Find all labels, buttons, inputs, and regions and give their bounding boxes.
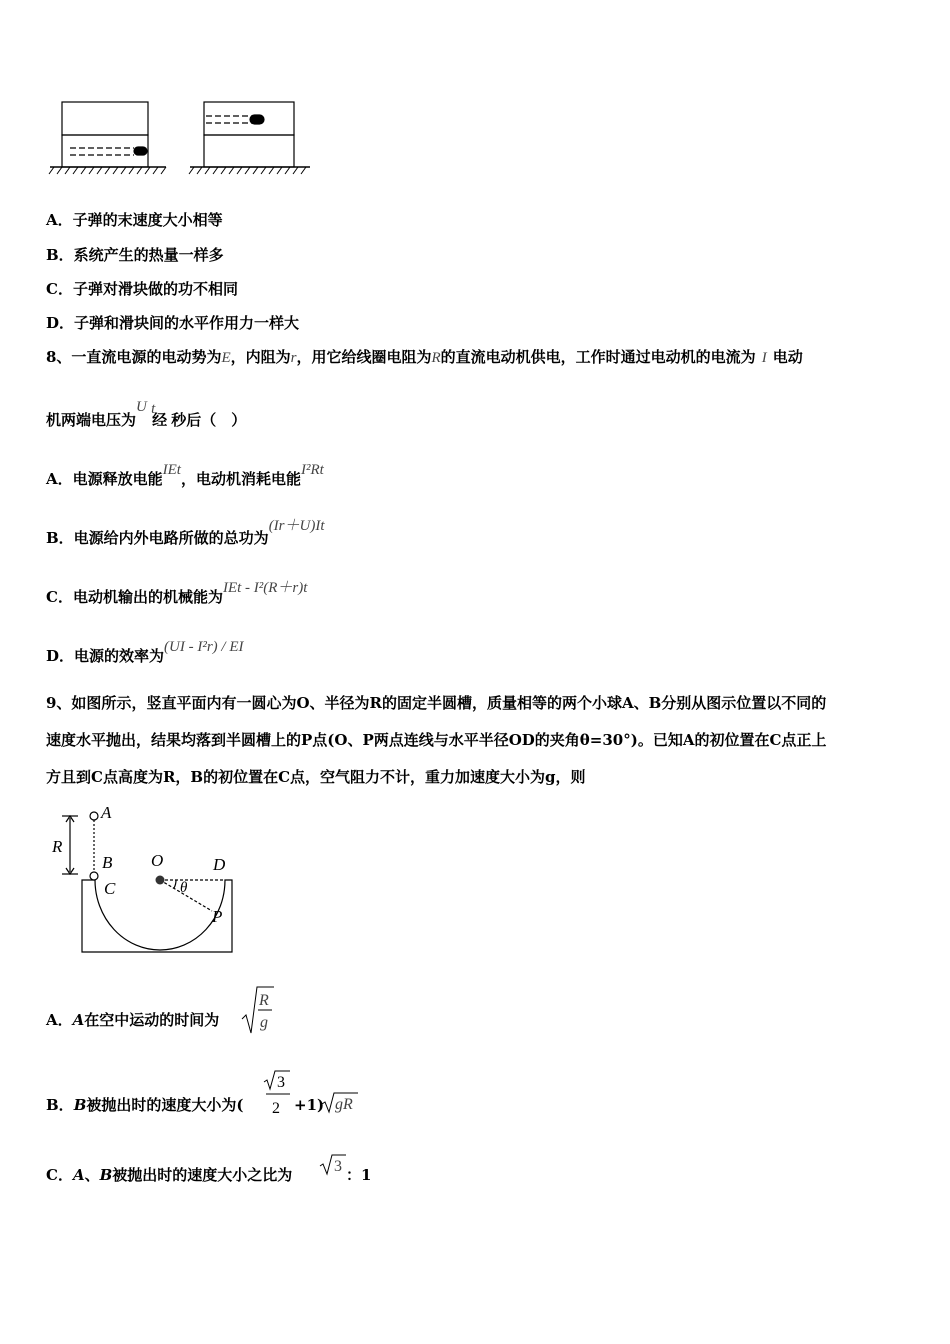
q9-option-c-symbol-a: A bbox=[72, 1166, 85, 1184]
q9-stem-line3: 方且到C点高度为R，B的初位置在C点，空气阻力不计，重力加速度大小为g，则 bbox=[46, 768, 586, 786]
q9-option-b bbox=[46, 1095, 243, 1115]
q9-option-a bbox=[46, 1010, 219, 1030]
center-o bbox=[156, 876, 165, 885]
q9-option-a-text: A． bbox=[46, 1011, 73, 1029]
q8-stem-text: ，用它给线圈电阻为 bbox=[296, 348, 432, 366]
sqrt3-over-2-fraction bbox=[262, 1068, 294, 1120]
semicircle-groove-figure bbox=[46, 800, 246, 960]
q8-stem-text: 经 bbox=[152, 411, 168, 429]
q9-option-b-symbol: B bbox=[73, 1096, 87, 1114]
symbol-t: t bbox=[151, 401, 156, 417]
q8-option-c-text: C．电动机输出的机械能为 bbox=[46, 588, 223, 606]
q9-option-c-symbol-b: B bbox=[99, 1166, 113, 1184]
label-d: D bbox=[213, 855, 226, 874]
symbol-R: R bbox=[431, 350, 441, 366]
q8-option-d bbox=[46, 639, 244, 667]
q9-option-b-text2: 被抛出时的速度大小为( bbox=[86, 1096, 244, 1114]
q7-option-b: B．系统产生的热量一样多 bbox=[46, 246, 224, 264]
symbol-r: r bbox=[290, 350, 297, 366]
q9-option-c-sep: 、 bbox=[84, 1166, 100, 1184]
q9-option-c-text3: ：1 bbox=[346, 1166, 372, 1184]
label-r: R bbox=[52, 837, 63, 856]
frac-den-2: 2 bbox=[272, 1100, 280, 1117]
ball-b bbox=[90, 872, 98, 880]
q8-stem-text: 机两端电压为 bbox=[46, 411, 137, 429]
label-b: B bbox=[102, 853, 113, 872]
q9-option-b-text3: +1) bbox=[294, 1096, 325, 1114]
q8-stem-text: ，内阻为 bbox=[230, 348, 291, 366]
q8-option-d-formula: (UI - I²r) / EI bbox=[164, 639, 244, 655]
q7-option-d: D．子弹和滑块间的水平作用力一样大 bbox=[46, 314, 300, 332]
q9-stem-line1: 9、如图所示，竖直平面内有一圆心为O、半径为R的固定半圆槽，质量相等的两个小球A、B分别从图示位置以不同的 bbox=[46, 694, 827, 712]
q9-option-c-text: C． bbox=[46, 1166, 73, 1184]
q9-stem-line2: 速度水平抛出，结果均落到半圆槽上的P点(O、P两点连线与水平半径OD的夹角θ=30°)。已知A的初位置在C点正上 bbox=[46, 731, 827, 749]
q9-option-c-tail bbox=[346, 1165, 371, 1185]
q8-stem-line1 bbox=[46, 347, 803, 368]
q7-option-a: A．子弹的末速度大小相等 bbox=[46, 211, 223, 229]
q9-option-b-text: B． bbox=[46, 1096, 74, 1114]
sqrt3-ratio bbox=[318, 1152, 348, 1178]
left-block-setup bbox=[50, 102, 166, 167]
right-block-setup bbox=[190, 102, 310, 167]
sqrt-r-over-g bbox=[240, 985, 276, 1037]
gr-text: gR bbox=[335, 1096, 353, 1113]
bullet-blocks-figure bbox=[48, 96, 318, 180]
q9-option-a-symbol: A bbox=[72, 1011, 85, 1029]
label-p: P bbox=[212, 907, 223, 926]
q8-option-b-text: B．电源给内外电路所做的总功为 bbox=[46, 529, 269, 547]
q8-stem-line2 bbox=[46, 399, 247, 431]
q8-option-b-formula: (Ir＋U)It bbox=[268, 518, 325, 534]
ball-a bbox=[90, 812, 98, 820]
q8-option-a-formula: IEt bbox=[162, 462, 181, 478]
sqrt-gr bbox=[320, 1090, 360, 1116]
q8-stem-text: 电动 bbox=[772, 348, 803, 366]
label-o: O bbox=[151, 851, 164, 870]
frac-num-r: R bbox=[259, 992, 269, 1009]
label-c: C bbox=[104, 879, 116, 898]
right-ground-hatch bbox=[189, 167, 306, 174]
sqrt3-value: 3 bbox=[334, 1158, 342, 1175]
q9-option-c-text2: 被抛出时的速度大小之比为 bbox=[112, 1166, 293, 1184]
q8-stem-text: 8、一直流电源的电动势为 bbox=[46, 348, 222, 366]
q8-option-b bbox=[46, 518, 325, 549]
frac-den-g: g bbox=[260, 1014, 268, 1031]
label-theta: θ bbox=[180, 880, 188, 896]
q7-option-c: C．子弹对滑块做的功不相同 bbox=[46, 280, 238, 298]
symbol-I: I bbox=[761, 350, 767, 366]
left-ground-hatch bbox=[49, 167, 166, 174]
theta-arc bbox=[174, 880, 176, 888]
q8-stem-text: 的直流电动机供电，工作时通过电动机的电流为 bbox=[440, 348, 756, 366]
q8-option-c-formula: IEt - I²(R＋r)t bbox=[222, 580, 308, 596]
q9-option-c bbox=[46, 1165, 292, 1185]
q8-option-a-text: A．电源释放电能 bbox=[46, 470, 163, 488]
q8-stem-text: 秒后（ ） bbox=[171, 411, 247, 429]
q8-option-a-formula2: I²Rt bbox=[300, 462, 324, 478]
q8-option-c bbox=[46, 580, 308, 608]
q8-option-d-text: D．电源的效率为 bbox=[46, 647, 165, 665]
label-a: A bbox=[101, 803, 112, 822]
symbol-E: E bbox=[221, 350, 231, 366]
q8-option-a bbox=[46, 462, 324, 490]
frac-num-3: 3 bbox=[277, 1074, 285, 1091]
q8-option-a-text2: ，电动机消耗电能 bbox=[180, 470, 301, 488]
q9-option-a-text2: 在空中运动的时间为 bbox=[84, 1011, 220, 1029]
symbol-U: U bbox=[136, 399, 147, 415]
